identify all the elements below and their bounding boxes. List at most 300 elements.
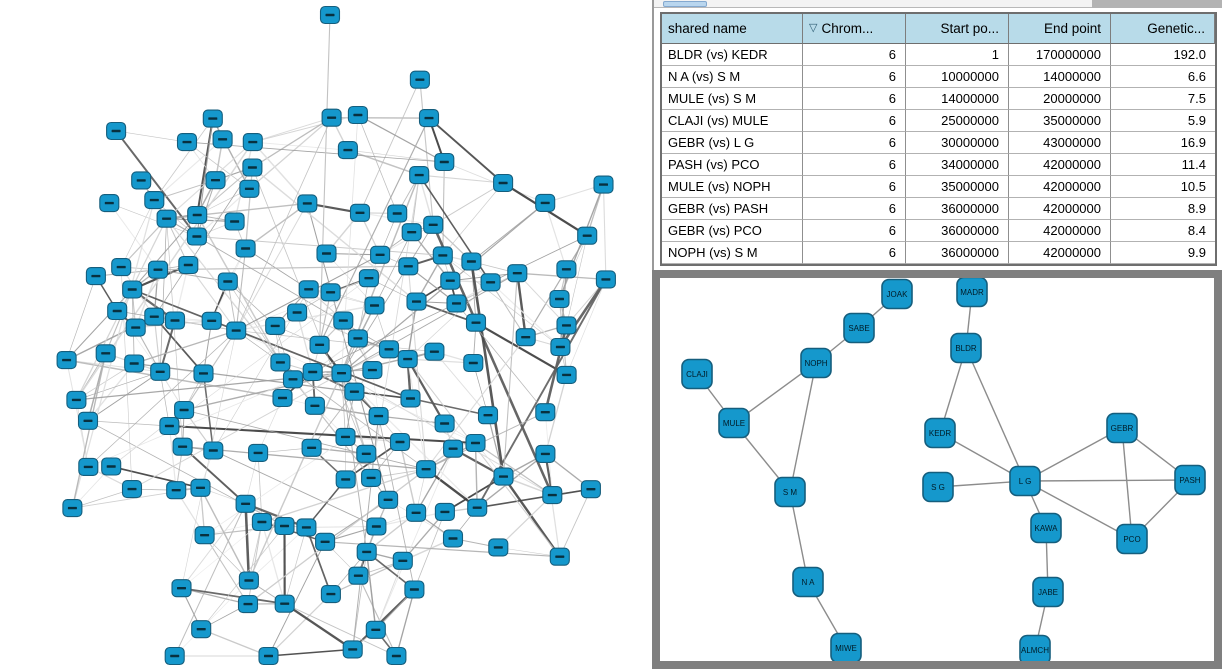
network-node[interactable]: [379, 491, 398, 508]
node-label-glyph: [350, 391, 359, 393]
network-node[interactable]: [275, 595, 294, 612]
network-node[interactable]: [557, 261, 576, 278]
network-node-jabe[interactable]: [1033, 578, 1063, 607]
node-label-glyph: [406, 397, 415, 399]
network-node-l-g[interactable]: [1010, 467, 1040, 496]
network-node[interactable]: [357, 445, 376, 462]
cell-value: 6: [803, 220, 906, 242]
filter-funnel-icon[interactable]: ▽: [809, 22, 818, 34]
network-node-pco[interactable]: [1117, 525, 1147, 554]
edge: [197, 215, 280, 362]
network-node[interactable]: [433, 247, 452, 264]
network-node[interactable]: [67, 391, 86, 408]
network-node[interactable]: [63, 500, 82, 517]
network-node[interactable]: [410, 167, 429, 184]
network-node[interactable]: [310, 336, 329, 353]
cell-shared-name: BLDR (vs) KEDR: [662, 44, 803, 66]
table-row[interactable]: [662, 66, 1215, 88]
network-node[interactable]: [388, 205, 407, 222]
node-label-glyph: [494, 546, 503, 548]
node-label-glyph: [337, 372, 346, 374]
node-label-glyph: [473, 507, 482, 509]
node-label: ALMCH: [1020, 646, 1050, 655]
node-label-glyph: [257, 521, 266, 523]
network-node[interactable]: [425, 343, 444, 360]
network-node[interactable]: [305, 397, 324, 414]
network-node-kedr[interactable]: [925, 419, 955, 448]
network-node[interactable]: [179, 257, 198, 274]
network-node[interactable]: [157, 210, 176, 227]
node-label-glyph: [343, 149, 352, 151]
cell-shared-name: GEBR (vs) PCO: [662, 220, 803, 242]
network-node[interactable]: [357, 543, 376, 560]
node-label-glyph: [341, 436, 350, 438]
edge: [252, 168, 416, 302]
network-node[interactable]: [240, 180, 259, 197]
network-node[interactable]: [393, 552, 412, 569]
network-node[interactable]: [107, 123, 126, 140]
network-node[interactable]: [297, 519, 316, 536]
cell-shared-name: PASH (vs) PCO: [662, 154, 803, 176]
node-label-glyph: [372, 525, 381, 527]
node-label-glyph: [412, 300, 421, 302]
network-node[interactable]: [481, 274, 500, 291]
network-node[interactable]: [401, 390, 420, 407]
network-node[interactable]: [195, 527, 214, 544]
table-row[interactable]: [662, 154, 1215, 176]
network-node[interactable]: [102, 458, 121, 475]
node-label-glyph: [339, 319, 348, 321]
network-node[interactable]: [594, 176, 613, 193]
network-node[interactable]: [351, 204, 370, 221]
table-row[interactable]: [662, 220, 1215, 242]
network-node-bldr[interactable]: [951, 334, 981, 363]
edge: [253, 142, 348, 150]
network-node-pash[interactable]: [1175, 466, 1205, 495]
network-node[interactable]: [399, 258, 418, 275]
node-label-glyph: [303, 202, 312, 204]
cell-value: 42000000: [1009, 176, 1111, 198]
node-label-glyph: [84, 420, 93, 422]
network-node[interactable]: [175, 402, 194, 419]
network-node[interactable]: [243, 134, 262, 151]
node-label-glyph: [244, 579, 253, 581]
network-node[interactable]: [578, 227, 597, 244]
network-node[interactable]: [336, 471, 355, 488]
node-label-glyph: [196, 487, 205, 489]
network-node[interactable]: [266, 317, 285, 334]
node-label-glyph: [472, 322, 481, 324]
node-label-glyph: [368, 369, 377, 371]
network-node[interactable]: [402, 224, 421, 241]
network-node[interactable]: [345, 383, 364, 400]
node-label-glyph: [280, 525, 289, 527]
network-node-kawa[interactable]: [1031, 514, 1061, 543]
table-row[interactable]: [662, 242, 1215, 264]
network-node[interactable]: [178, 134, 197, 151]
network-node[interactable]: [123, 481, 142, 498]
network-node[interactable]: [557, 366, 576, 383]
network-node[interactable]: [132, 172, 151, 189]
cell-value: 20000000: [1009, 88, 1111, 110]
network-node-sabe[interactable]: [844, 314, 874, 343]
network-node[interactable]: [387, 648, 406, 665]
network-node[interactable]: [166, 312, 185, 329]
network-node[interactable]: [191, 479, 210, 496]
network-node[interactable]: [57, 352, 76, 369]
network-node[interactable]: [243, 159, 262, 176]
node-label: S G: [931, 483, 945, 492]
network-node[interactable]: [336, 428, 355, 445]
column-header-start-po-[interactable]: Start po...: [906, 14, 1009, 44]
network-node[interactable]: [508, 265, 527, 282]
network-node[interactable]: [362, 469, 381, 486]
network-node[interactable]: [391, 434, 410, 451]
node-label-glyph: [245, 188, 254, 190]
edge: [443, 162, 445, 255]
node-label-glyph: [207, 320, 216, 322]
network-node[interactable]: [435, 154, 454, 171]
network-node[interactable]: [348, 107, 367, 124]
network-node[interactable]: [468, 499, 487, 516]
edge: [252, 118, 331, 168]
network-node[interactable]: [239, 572, 258, 589]
node-label-glyph: [541, 411, 550, 413]
network-node-gebr[interactable]: [1107, 414, 1137, 443]
network-node[interactable]: [149, 261, 168, 278]
network-node-madr[interactable]: [957, 278, 987, 307]
node-label-glyph: [131, 326, 140, 328]
network-node-claji[interactable]: [682, 360, 712, 389]
network-node[interactable]: [516, 329, 535, 346]
network-node[interactable]: [225, 213, 244, 230]
table-row[interactable]: [662, 110, 1215, 132]
network-node[interactable]: [239, 596, 258, 613]
edge: [560, 279, 606, 347]
network-node[interactable]: [145, 192, 164, 209]
network-node[interactable]: [187, 228, 206, 245]
network-node[interactable]: [125, 355, 144, 372]
network-node[interactable]: [479, 407, 498, 424]
network-node[interactable]: [273, 390, 292, 407]
edge: [348, 150, 419, 175]
edge: [560, 489, 591, 557]
node-label-glyph: [356, 212, 365, 214]
edge: [285, 527, 307, 603]
network-node[interactable]: [321, 586, 340, 603]
network-node[interactable]: [365, 297, 384, 314]
network-node[interactable]: [188, 207, 207, 224]
node-label-glyph: [555, 298, 564, 300]
network-node[interactable]: [192, 621, 211, 638]
network-node[interactable]: [298, 195, 317, 212]
node-label-glyph: [499, 475, 508, 477]
network-node[interactable]: [123, 281, 142, 298]
node-label-glyph: [541, 453, 550, 455]
column-header-chrom-[interactable]: [803, 14, 906, 44]
network-node[interactable]: [536, 445, 555, 462]
network-node[interactable]: [366, 621, 385, 638]
network-node[interactable]: [435, 415, 454, 432]
node-label-glyph: [562, 324, 571, 326]
node-label-glyph: [364, 277, 373, 279]
network-node[interactable]: [363, 362, 382, 379]
node-label: JABE: [1037, 588, 1059, 597]
network-node[interactable]: [343, 641, 362, 658]
table-row[interactable]: [662, 198, 1215, 220]
cell-value: 25000000: [906, 110, 1009, 132]
edge: [154, 119, 213, 201]
cell-value: 6: [803, 88, 906, 110]
network-node[interactable]: [288, 304, 307, 321]
network-node[interactable]: [100, 195, 119, 212]
network-node[interactable]: [316, 533, 335, 550]
network-node[interactable]: [302, 439, 321, 456]
network-node-almch[interactable]: [1020, 636, 1050, 662]
cell-value: 34000000: [906, 154, 1009, 176]
network-node[interactable]: [494, 468, 513, 485]
network-node[interactable]: [213, 131, 232, 148]
network-node[interactable]: [349, 567, 368, 584]
network-node-mule[interactable]: [719, 409, 749, 438]
network-node[interactable]: [338, 142, 357, 159]
network-node[interactable]: [371, 246, 390, 263]
network-node[interactable]: [227, 322, 246, 339]
network-node[interactable]: [435, 503, 454, 520]
network-node[interactable]: [249, 444, 268, 461]
network-node[interactable]: [321, 7, 340, 24]
network-node[interactable]: [275, 518, 294, 535]
node-label-glyph: [150, 316, 159, 318]
scrollbar-thumb[interactable]: [663, 1, 707, 7]
node-label-glyph: [183, 141, 192, 143]
network-node-miwe[interactable]: [831, 634, 861, 662]
cell-value: 6: [803, 66, 906, 88]
node-label-glyph: [248, 141, 257, 143]
network-node[interactable]: [321, 284, 340, 301]
edge: [182, 504, 246, 588]
node-label-glyph: [293, 311, 302, 313]
table-row[interactable]: [662, 44, 1215, 66]
node-label-glyph: [404, 265, 413, 267]
node-label-glyph: [197, 628, 206, 630]
node-label-glyph: [165, 425, 174, 427]
network-node[interactable]: [194, 365, 213, 382]
node-label-glyph: [184, 264, 193, 266]
network-node[interactable]: [551, 339, 570, 356]
network-node[interactable]: [444, 440, 463, 457]
network-node[interactable]: [407, 504, 426, 521]
network-node[interactable]: [86, 268, 105, 285]
network-node-noph[interactable]: [801, 349, 831, 378]
edge-NOPH-SM[interactable]: [790, 363, 816, 492]
network-node[interactable]: [367, 518, 386, 535]
network-node[interactable]: [284, 371, 303, 388]
network-node-n-a[interactable]: [793, 568, 823, 597]
node-label: S M: [782, 488, 798, 497]
edge-LG-PASH[interactable]: [1025, 480, 1190, 481]
network-node[interactable]: [464, 355, 483, 372]
node-label-glyph: [599, 183, 608, 185]
network-node[interactable]: [462, 253, 481, 270]
network-node[interactable]: [550, 548, 569, 565]
network-node[interactable]: [332, 365, 351, 382]
network-node[interactable]: [348, 330, 367, 347]
node-label-glyph: [326, 593, 335, 595]
node-label-glyph: [199, 372, 208, 374]
node-label-glyph: [327, 117, 336, 119]
node-label-glyph: [370, 304, 379, 306]
node-label-glyph: [200, 534, 209, 536]
network-node[interactable]: [417, 461, 436, 478]
network-node[interactable]: [112, 259, 131, 276]
network-node[interactable]: [557, 317, 576, 334]
node-label-glyph: [307, 447, 316, 449]
node-label-glyph: [154, 269, 163, 271]
network-node[interactable]: [167, 482, 186, 499]
network-node[interactable]: [550, 291, 569, 308]
network-node[interactable]: [369, 408, 388, 425]
cell-value: 6: [803, 44, 906, 66]
network-node[interactable]: [536, 194, 555, 211]
network-node[interactable]: [172, 580, 191, 597]
network-node[interactable]: [151, 363, 170, 380]
network-node[interactable]: [206, 172, 225, 189]
column-header-genetic-[interactable]: Genetic...: [1111, 14, 1215, 44]
network-node-joak[interactable]: [882, 280, 912, 309]
network-node[interactable]: [405, 581, 424, 598]
node-label-glyph: [412, 512, 421, 514]
cell-shared-name: NOPH (vs) S M: [662, 242, 803, 264]
network-node[interactable]: [218, 273, 237, 290]
network-node[interactable]: [79, 458, 98, 475]
node-label-glyph: [449, 448, 458, 450]
network-node[interactable]: [299, 281, 318, 298]
network-node[interactable]: [407, 293, 426, 310]
table-row[interactable]: [662, 132, 1215, 154]
network-node[interactable]: [441, 272, 460, 289]
network-node[interactable]: [252, 514, 271, 531]
network-node[interactable]: [79, 412, 98, 429]
node-label-glyph: [449, 537, 458, 539]
network-node[interactable]: [596, 271, 615, 288]
network-node[interactable]: [424, 216, 443, 233]
network-node[interactable]: [165, 648, 184, 665]
node-label-glyph: [415, 79, 424, 81]
network-node[interactable]: [494, 175, 513, 192]
network-node[interactable]: [447, 295, 466, 312]
network-node[interactable]: [489, 539, 508, 556]
network-node[interactable]: [160, 418, 179, 435]
network-node-s-m[interactable]: [775, 478, 805, 507]
network-node[interactable]: [236, 240, 255, 257]
cell-value: 35000000: [906, 176, 1009, 198]
cell-value: 192.0: [1111, 44, 1215, 66]
cell-shared-name: MULE (vs) S M: [662, 88, 803, 110]
cell-value: 8.9: [1111, 198, 1215, 220]
edge: [246, 504, 249, 581]
network-node[interactable]: [203, 110, 222, 127]
cell-shared-name: MULE (vs) NOPH: [662, 176, 803, 198]
node-label-glyph: [289, 378, 298, 380]
node-label-glyph: [321, 541, 330, 543]
node-label-glyph: [241, 247, 250, 249]
cell-value: 6: [803, 176, 906, 198]
node-label-glyph: [393, 212, 402, 214]
network-node[interactable]: [173, 438, 192, 455]
network-node[interactable]: [536, 404, 555, 421]
table-row[interactable]: [662, 88, 1215, 110]
node-label-glyph: [471, 442, 480, 444]
node-label-glyph: [440, 511, 449, 513]
node-label-glyph: [422, 468, 431, 470]
network-node[interactable]: [317, 245, 336, 262]
network-node[interactable]: [359, 270, 378, 287]
network-node[interactable]: [410, 71, 429, 88]
network-node[interactable]: [126, 319, 145, 336]
network-node-s-g[interactable]: [923, 473, 953, 502]
edge: [545, 203, 566, 269]
network-node[interactable]: [398, 351, 417, 368]
network-node[interactable]: [543, 487, 562, 504]
network-node[interactable]: [581, 481, 600, 498]
edge-GEBR-PCO[interactable]: [1122, 428, 1132, 539]
cell-value: 35000000: [1009, 110, 1111, 132]
network-node[interactable]: [108, 303, 127, 320]
network-node[interactable]: [202, 312, 221, 329]
node-label-glyph: [107, 465, 116, 467]
network-node[interactable]: [466, 435, 485, 452]
edge: [246, 168, 253, 249]
network-node[interactable]: [467, 314, 486, 331]
network-node[interactable]: [322, 109, 341, 126]
node-label-glyph: [548, 494, 557, 496]
network-node[interactable]: [96, 345, 115, 362]
network-node[interactable]: [145, 308, 164, 325]
network-node[interactable]: [259, 648, 278, 665]
node-label-glyph: [440, 422, 449, 424]
node-label-glyph: [130, 362, 139, 364]
cell-value: 36000000: [906, 198, 1009, 220]
node-label-glyph: [170, 655, 179, 657]
network-node[interactable]: [303, 364, 322, 381]
network-node[interactable]: [444, 530, 463, 547]
edge-BLDR-LG[interactable]: [966, 348, 1025, 481]
network-node[interactable]: [420, 110, 439, 127]
column-header-shared-name[interactable]: shared name: [662, 14, 803, 44]
column-header-end-point[interactable]: End point: [1009, 14, 1111, 44]
cell-value: 42000000: [1009, 154, 1111, 176]
network-node[interactable]: [236, 495, 255, 512]
cell-value: 6: [803, 198, 906, 220]
table-row[interactable]: [662, 176, 1215, 198]
node-label-glyph: [407, 231, 416, 233]
cell-value: 6: [803, 132, 906, 154]
cell-value: 6: [803, 242, 906, 264]
small-network-canvas[interactable]: [660, 278, 1214, 661]
cell-value: 30000000: [906, 132, 1009, 154]
node-label-glyph: [244, 603, 253, 605]
network-node[interactable]: [380, 341, 399, 358]
node-label-glyph: [354, 575, 363, 577]
network-node[interactable]: [334, 312, 353, 329]
cell-value: 10.5: [1111, 176, 1215, 198]
horizontal-scrollbar[interactable]: [654, 0, 1222, 8]
network-node[interactable]: [204, 442, 223, 459]
node-label-glyph: [469, 362, 478, 364]
network-node[interactable]: [271, 354, 290, 371]
node-label-glyph: [367, 477, 376, 479]
